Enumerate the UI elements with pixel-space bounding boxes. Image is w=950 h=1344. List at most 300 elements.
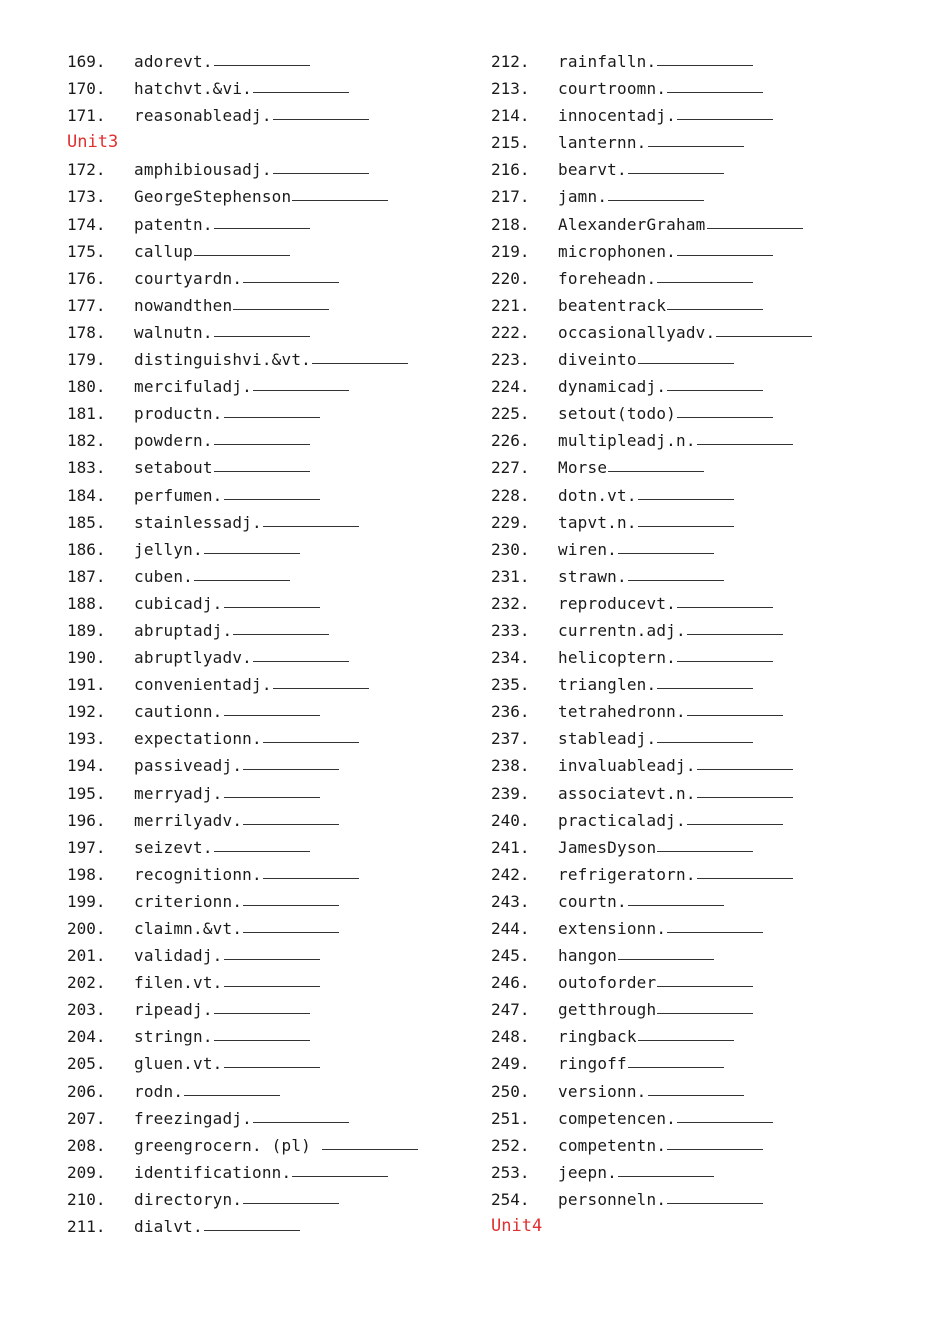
vocab-item bbox=[491, 698, 931, 725]
vocab-word: passiveadj. bbox=[134, 756, 243, 776]
unit-heading: Unit4 bbox=[491, 1216, 543, 1237]
vocab-item bbox=[67, 1023, 487, 1050]
item-number: 242. bbox=[491, 864, 530, 884]
vocab-word: ripeadj. bbox=[134, 1000, 213, 1020]
answer-blank bbox=[638, 526, 734, 527]
item-number: 204. bbox=[67, 1027, 106, 1047]
answer-blank bbox=[214, 851, 310, 852]
item-number: 188. bbox=[67, 593, 106, 613]
answer-blank bbox=[667, 1203, 763, 1204]
vocab-item bbox=[67, 48, 487, 75]
item-number: 209. bbox=[67, 1162, 106, 1182]
vocab-item bbox=[491, 780, 931, 807]
answer-blank bbox=[677, 119, 773, 120]
answer-blank bbox=[657, 282, 753, 283]
answer-blank bbox=[667, 92, 763, 93]
answer-blank bbox=[677, 1122, 773, 1123]
answer-blank bbox=[253, 661, 349, 662]
vocab-word: seizevt. bbox=[134, 837, 213, 857]
item-number: 243. bbox=[491, 891, 530, 911]
vocab-word: powdern. bbox=[134, 431, 213, 451]
vocab-item bbox=[491, 48, 931, 75]
answer-blank bbox=[667, 390, 763, 391]
vocab-word: wiren. bbox=[558, 539, 617, 559]
vocab-word: walnutn. bbox=[134, 322, 213, 342]
item-number: 179. bbox=[67, 350, 106, 370]
answer-blank bbox=[214, 444, 310, 445]
vocab-item bbox=[67, 671, 487, 698]
answer-blank bbox=[657, 986, 753, 987]
vocab-item bbox=[67, 834, 487, 861]
vocab-word: mercifuladj. bbox=[134, 377, 252, 397]
vocab-word: criterionn. bbox=[134, 891, 243, 911]
answer-blank bbox=[648, 1095, 744, 1096]
item-number: 254. bbox=[491, 1189, 530, 1209]
vocab-word: hangon bbox=[558, 946, 617, 966]
vocab-word: courtn. bbox=[558, 891, 627, 911]
vocab-word: currentn.adj. bbox=[558, 620, 686, 640]
vocab-item bbox=[491, 211, 931, 238]
answer-blank bbox=[618, 959, 714, 960]
answer-blank bbox=[253, 390, 349, 391]
vocab-item bbox=[67, 156, 487, 183]
item-number: 253. bbox=[491, 1162, 530, 1182]
answer-blank bbox=[214, 65, 310, 66]
vocab-word: setabout bbox=[134, 458, 213, 478]
answer-blank bbox=[224, 715, 320, 716]
item-number: 170. bbox=[67, 79, 106, 99]
vocab-item bbox=[491, 509, 931, 536]
vocab-item bbox=[491, 400, 931, 427]
item-number: 247. bbox=[491, 1000, 530, 1020]
vocab-word: rodn. bbox=[134, 1081, 184, 1101]
item-number: 211. bbox=[67, 1217, 106, 1237]
answer-blank bbox=[648, 146, 744, 147]
vocab-word: expectationn. bbox=[134, 729, 262, 749]
vocab-item bbox=[491, 1078, 931, 1105]
answer-blank bbox=[214, 1013, 310, 1014]
vocab-column-left bbox=[67, 48, 487, 1240]
item-number: 200. bbox=[67, 919, 106, 938]
item-number: 222. bbox=[491, 322, 530, 342]
item-number: 197. bbox=[67, 837, 106, 857]
vocab-item bbox=[67, 265, 487, 292]
vocab-word: courtroomn. bbox=[558, 79, 667, 99]
vocab-word: greengrocern. (pl) bbox=[134, 1135, 321, 1155]
vocab-word: diveinto bbox=[558, 350, 637, 370]
vocab-word: stainlessadj. bbox=[134, 512, 262, 532]
answer-blank bbox=[657, 742, 753, 743]
vocab-word: claimn.&vt. bbox=[134, 919, 243, 938]
vocab-word: directoryn. bbox=[134, 1189, 243, 1209]
item-number: 201. bbox=[67, 946, 106, 966]
item-number: 223. bbox=[491, 350, 530, 370]
answer-blank bbox=[253, 1122, 349, 1123]
vocab-word: competencen. bbox=[558, 1108, 676, 1128]
vocab-word: cubicadj. bbox=[134, 593, 223, 613]
vocab-word: occasionallyadv. bbox=[558, 322, 716, 342]
item-number: 252. bbox=[491, 1135, 530, 1155]
item-number: 249. bbox=[491, 1054, 530, 1074]
answer-blank bbox=[273, 688, 369, 689]
item-number: 248. bbox=[491, 1027, 530, 1047]
vocab-word: outoforder bbox=[558, 973, 657, 993]
answer-blank bbox=[233, 634, 329, 635]
item-number: 212. bbox=[491, 52, 530, 71]
answer-blank bbox=[707, 228, 803, 229]
answer-blank bbox=[233, 309, 329, 310]
vocab-item bbox=[491, 265, 931, 292]
answer-blank bbox=[716, 336, 812, 337]
vocab-word: stableadj. bbox=[558, 729, 657, 749]
vocab-word: perfumen. bbox=[134, 485, 223, 505]
answer-blank bbox=[628, 905, 724, 906]
vocab-item bbox=[67, 752, 487, 779]
item-number: 239. bbox=[491, 783, 530, 803]
vocab-item bbox=[491, 861, 931, 888]
answer-blank bbox=[224, 959, 320, 960]
vocab-item bbox=[491, 319, 931, 346]
item-number: 182. bbox=[67, 431, 106, 451]
answer-blank bbox=[204, 553, 300, 554]
item-number: 177. bbox=[67, 295, 106, 315]
vocab-word: dynamicadj. bbox=[558, 377, 667, 397]
item-number: 175. bbox=[67, 241, 106, 261]
vocab-item bbox=[67, 1105, 487, 1132]
answer-blank bbox=[312, 363, 408, 364]
vocab-word: multipleadj.n. bbox=[558, 431, 696, 451]
item-number: 224. bbox=[491, 377, 530, 397]
vocab-item bbox=[67, 75, 487, 102]
vocab-word: Morse bbox=[558, 458, 608, 478]
item-number: 229. bbox=[491, 512, 530, 532]
vocab-item bbox=[67, 617, 487, 644]
answer-blank bbox=[618, 1176, 714, 1177]
vocab-word: callup bbox=[134, 241, 193, 261]
item-number: 185. bbox=[67, 512, 106, 532]
item-number: 250. bbox=[491, 1081, 530, 1101]
answer-blank bbox=[243, 932, 339, 933]
vocab-item bbox=[491, 807, 931, 834]
vocab-item bbox=[491, 1105, 931, 1132]
answer-blank bbox=[263, 878, 359, 879]
item-number: 172. bbox=[67, 160, 106, 180]
vocab-word: adorevt. bbox=[134, 52, 213, 71]
vocab-word: productn. bbox=[134, 404, 223, 424]
item-number: 191. bbox=[67, 675, 106, 695]
answer-blank bbox=[273, 119, 369, 120]
answer-blank bbox=[667, 309, 763, 310]
answer-blank bbox=[677, 607, 773, 608]
answer-blank bbox=[243, 905, 339, 906]
vocab-item bbox=[491, 1186, 931, 1213]
unit-heading: Unit3 bbox=[67, 132, 119, 153]
vocab-item bbox=[67, 1213, 487, 1240]
vocab-item bbox=[67, 698, 487, 725]
answer-blank bbox=[292, 1176, 388, 1177]
vocab-item bbox=[491, 536, 931, 563]
vocab-word: abruptadj. bbox=[134, 620, 233, 640]
vocab-item bbox=[491, 292, 931, 319]
answer-blank bbox=[677, 661, 773, 662]
vocab-item bbox=[491, 725, 931, 752]
vocab-word: nowandthen bbox=[134, 295, 233, 315]
vocab-word: versionn. bbox=[558, 1081, 647, 1101]
item-number: 186. bbox=[67, 539, 106, 559]
answer-blank bbox=[224, 797, 320, 798]
item-number: 208. bbox=[67, 1135, 106, 1155]
answer-blank bbox=[657, 65, 753, 66]
vocab-item bbox=[67, 1078, 487, 1105]
answer-blank bbox=[273, 173, 369, 174]
item-number: 206. bbox=[67, 1081, 106, 1101]
answer-blank bbox=[697, 797, 793, 798]
item-number: 205. bbox=[67, 1054, 106, 1074]
answer-blank bbox=[687, 824, 783, 825]
vocab-item bbox=[491, 482, 931, 509]
vocab-word: cautionn. bbox=[134, 702, 223, 722]
vocab-item bbox=[491, 644, 931, 671]
vocab-item bbox=[491, 1023, 931, 1050]
answer-blank bbox=[292, 200, 388, 201]
item-number: 192. bbox=[67, 702, 106, 722]
vocab-word: tetrahedronn. bbox=[558, 702, 686, 722]
vocab-item bbox=[491, 156, 931, 183]
vocab-word: freezingadj. bbox=[134, 1108, 252, 1128]
item-number: 210. bbox=[67, 1189, 106, 1209]
vocab-word: JamesDyson bbox=[558, 837, 657, 857]
item-number: 173. bbox=[67, 187, 106, 207]
vocab-item bbox=[67, 969, 487, 996]
vocab-item bbox=[491, 129, 931, 156]
answer-blank bbox=[224, 607, 320, 608]
item-number: 227. bbox=[491, 458, 530, 478]
vocab-word: tapvt.n. bbox=[558, 512, 637, 532]
item-number: 207. bbox=[67, 1108, 106, 1128]
answer-blank bbox=[243, 769, 339, 770]
vocab-word: identificationn. bbox=[134, 1162, 292, 1182]
answer-blank bbox=[667, 932, 763, 933]
item-number: 230. bbox=[491, 539, 530, 559]
vocab-item bbox=[67, 454, 487, 481]
vocab-item bbox=[67, 536, 487, 563]
answer-blank bbox=[224, 1067, 320, 1068]
item-number: 184. bbox=[67, 485, 106, 505]
vocab-item bbox=[67, 482, 487, 509]
item-number: 190. bbox=[67, 648, 106, 668]
vocab-word: getthrough bbox=[558, 1000, 657, 1020]
item-number: 213. bbox=[491, 79, 530, 99]
answer-blank bbox=[224, 417, 320, 418]
vocab-word: foreheadn. bbox=[558, 268, 657, 288]
item-number: 238. bbox=[491, 756, 530, 776]
item-number: 187. bbox=[67, 566, 106, 586]
answer-blank bbox=[194, 580, 290, 581]
vocab-word: convenientadj. bbox=[134, 675, 272, 695]
vocab-item bbox=[67, 644, 487, 671]
answer-blank bbox=[214, 228, 310, 229]
item-number: 198. bbox=[67, 864, 106, 884]
vocab-item bbox=[67, 427, 487, 454]
answer-blank bbox=[697, 444, 793, 445]
item-number: 244. bbox=[491, 919, 530, 938]
item-number: 232. bbox=[491, 593, 530, 613]
answer-blank bbox=[618, 553, 714, 554]
vocab-item bbox=[491, 563, 931, 590]
vocab-word: bearvt. bbox=[558, 160, 627, 180]
vocab-item bbox=[67, 1159, 487, 1186]
item-number: 216. bbox=[491, 160, 530, 180]
vocab-item bbox=[491, 671, 931, 698]
answer-blank bbox=[214, 471, 310, 472]
item-number: 234. bbox=[491, 648, 530, 668]
vocab-item bbox=[67, 1050, 487, 1077]
vocab-item bbox=[491, 1050, 931, 1077]
item-number: 176. bbox=[67, 268, 106, 288]
item-number: 237. bbox=[491, 729, 530, 749]
answer-blank bbox=[204, 1230, 300, 1231]
vocab-item bbox=[491, 75, 931, 102]
vocab-word: lanternn. bbox=[558, 133, 647, 153]
vocab-word: ringback bbox=[558, 1027, 637, 1047]
vocab-word: stringn. bbox=[134, 1027, 213, 1047]
vocab-item bbox=[491, 834, 931, 861]
vocab-item bbox=[491, 346, 931, 373]
vocab-item bbox=[67, 400, 487, 427]
item-number: 183. bbox=[67, 458, 106, 478]
answer-blank bbox=[628, 173, 724, 174]
vocab-word: GeorgeStephenson bbox=[134, 187, 292, 207]
vocab-item bbox=[67, 861, 487, 888]
vocab-word: abruptlyadv. bbox=[134, 648, 252, 668]
vocab-item bbox=[491, 102, 931, 129]
item-number: 193. bbox=[67, 729, 106, 749]
vocab-item bbox=[491, 969, 931, 996]
vocab-word: AlexanderGraham bbox=[558, 214, 706, 234]
item-number: 221. bbox=[491, 295, 530, 315]
vocab-word: reasonableadj. bbox=[134, 106, 272, 126]
answer-blank bbox=[243, 1203, 339, 1204]
vocab-column-right bbox=[491, 48, 931, 1240]
item-number: 220. bbox=[491, 268, 530, 288]
answer-blank bbox=[657, 851, 753, 852]
vocab-item bbox=[491, 1159, 931, 1186]
vocab-word: personneln. bbox=[558, 1189, 667, 1209]
vocab-word: refrigeratorn. bbox=[558, 864, 696, 884]
item-number: 174. bbox=[67, 214, 106, 234]
answer-blank bbox=[628, 1067, 724, 1068]
vocab-item bbox=[67, 807, 487, 834]
item-number: 226. bbox=[491, 431, 530, 451]
item-number: 169. bbox=[67, 52, 106, 71]
item-number: 218. bbox=[491, 214, 530, 234]
answer-blank bbox=[194, 255, 290, 256]
item-number: 195. bbox=[67, 783, 106, 803]
answer-blank bbox=[657, 1013, 753, 1014]
answer-blank bbox=[608, 471, 704, 472]
vocab-word: competentn. bbox=[558, 1135, 667, 1155]
vocab-word: ringoff bbox=[558, 1054, 627, 1074]
answer-blank bbox=[224, 499, 320, 500]
vocab-word: merrilyadv. bbox=[134, 810, 243, 830]
vocab-word: filen.vt. bbox=[134, 973, 223, 993]
vocab-item bbox=[67, 590, 487, 617]
vocab-item bbox=[67, 238, 487, 265]
vocab-item bbox=[491, 617, 931, 644]
answer-blank bbox=[263, 526, 359, 527]
vocab-item bbox=[67, 1186, 487, 1213]
vocab-item bbox=[67, 373, 487, 400]
answer-blank bbox=[638, 499, 734, 500]
vocab-item bbox=[67, 780, 487, 807]
vocab-word: reproducevt. bbox=[558, 593, 676, 613]
vocab-item bbox=[67, 942, 487, 969]
vocab-item bbox=[491, 183, 931, 210]
vocab-word: extensionn. bbox=[558, 919, 667, 938]
vocab-item bbox=[491, 590, 931, 617]
answer-blank bbox=[184, 1095, 280, 1096]
answer-blank bbox=[638, 1040, 734, 1041]
answer-blank bbox=[243, 282, 339, 283]
vocab-word: practicaladj. bbox=[558, 810, 686, 830]
answer-blank bbox=[608, 200, 704, 201]
vocab-word: distinguishvi.&vt. bbox=[134, 350, 311, 370]
vocab-item bbox=[491, 996, 931, 1023]
vocab-word: validadj. bbox=[134, 946, 223, 966]
item-number: 245. bbox=[491, 946, 530, 966]
vocab-item bbox=[491, 888, 931, 915]
answer-blank bbox=[677, 417, 773, 418]
item-number: 215. bbox=[491, 133, 530, 153]
vocab-item bbox=[491, 454, 931, 481]
answer-blank bbox=[697, 878, 793, 879]
vocab-item bbox=[491, 427, 931, 454]
vocab-item bbox=[491, 1132, 931, 1159]
vocab-item bbox=[491, 752, 931, 779]
vocab-word: dialvt. bbox=[134, 1217, 203, 1237]
vocab-item bbox=[491, 373, 931, 400]
vocab-word: patentn. bbox=[134, 214, 213, 234]
item-number: 202. bbox=[67, 973, 106, 993]
item-number: 178. bbox=[67, 322, 106, 342]
item-number: 180. bbox=[67, 377, 106, 397]
vocab-word: cuben. bbox=[134, 566, 193, 586]
vocab-item bbox=[67, 996, 487, 1023]
answer-blank bbox=[667, 1149, 763, 1150]
vocab-word: setout(todo) bbox=[558, 404, 676, 424]
vocab-item bbox=[67, 915, 487, 942]
answer-blank bbox=[243, 824, 339, 825]
vocab-item bbox=[67, 888, 487, 915]
item-number: 219. bbox=[491, 241, 530, 261]
vocab-word: trianglen. bbox=[558, 675, 657, 695]
vocab-word: recognitionn. bbox=[134, 864, 262, 884]
answer-blank bbox=[214, 1040, 310, 1041]
answer-blank bbox=[214, 336, 310, 337]
vocab-item bbox=[67, 509, 487, 536]
item-number: 171. bbox=[67, 106, 106, 126]
vocab-item bbox=[67, 292, 487, 319]
item-number: 225. bbox=[491, 404, 530, 424]
answer-blank bbox=[263, 742, 359, 743]
vocab-item bbox=[491, 238, 931, 265]
vocab-word: dotn.vt. bbox=[558, 485, 637, 505]
item-number: 196. bbox=[67, 810, 106, 830]
answer-blank bbox=[697, 769, 793, 770]
answer-blank bbox=[224, 986, 320, 987]
answer-blank bbox=[628, 580, 724, 581]
answer-blank bbox=[687, 715, 783, 716]
